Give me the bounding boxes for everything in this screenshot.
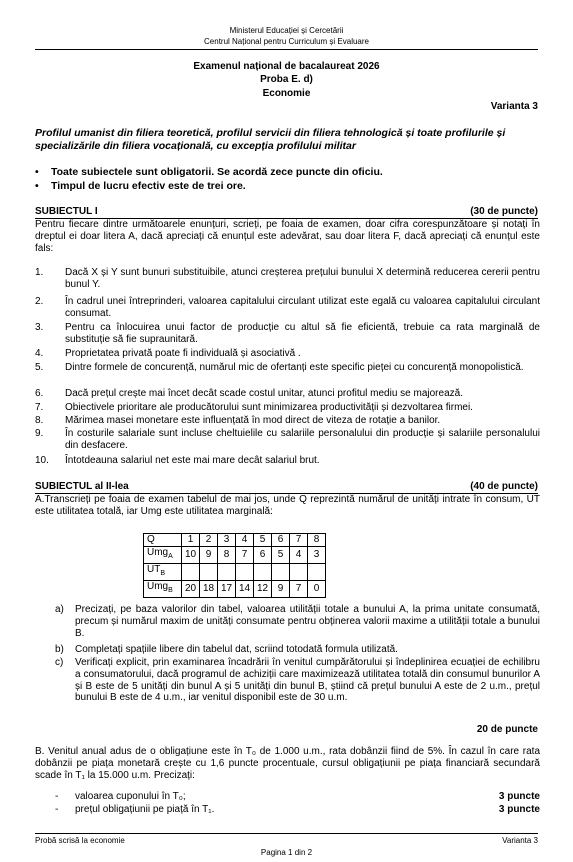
task-text: Completați spațiile libere din tabelul dat, scriind totodată formula utilizată. [75,644,398,655]
table-cell: 1 [182,534,200,547]
item-text: Dintre formele de concurență, numărul mic de ofertanți este specific pieței cu concurență monopolistică. [65,362,524,373]
table-cell: 5 [272,547,290,564]
table-cell [182,564,200,581]
item-text: Întotdeauna salariul net este mai mare decât salariul brut. [65,455,320,466]
item-text: Mărimea masei monetare este influențată în mod direct de viteza de rotație a banilor. [65,415,441,426]
table-cell: 9 [200,547,218,564]
table-cell: 10 [182,547,200,564]
instruction-bullet [35,180,540,193]
task-letter: c) [55,657,64,668]
utility-table [143,533,326,598]
instruction-text: Toate subiectele sunt obligatorii. Se acordă zece puncte din oficiu. [51,166,383,178]
bullet-icon: • [35,166,39,178]
dash-marker: - [55,791,59,802]
exam-proba: Proba E. d) [260,74,313,85]
task-letter: b) [55,644,64,655]
table-cell [308,564,326,581]
row-label: Umg$_B$ [144,581,182,598]
table-cell: 4 [290,547,308,564]
table-cell: 7 [236,547,254,564]
table-cell: 17 [218,581,236,598]
subject2-title: SUBIECTUL al II-lea [35,481,129,492]
table-cell: 14 [236,581,254,598]
exam-title: Examenul național de bacalaureat 2026 [193,61,380,72]
item-text: Dacă prețul crește mai încet decât scade costul unitar, atunci profitul mediu se majorează. [65,388,463,399]
task-b-text: prețul obligațiunii pe piață în T₁. [75,804,215,815]
item-text: În costurile salariale sunt incluse cheltuielile cu salariile personalului din producție și salariile personalului din desfacere. [65,428,540,451]
row-label: Umg$_A$ [144,547,182,564]
profile-statement: Profilul umanist din filiera teoretică, profilul servicii din filiera tehnologică și toate profilurile și specializările din filiera vocațională, cu excepția profilului militar [35,127,506,152]
table-cell: 12 [254,581,272,598]
table-cell [218,564,236,581]
table-cell: 8 [218,547,236,564]
table-cell: 9 [272,581,290,598]
dash-marker: - [55,804,59,815]
table-cell: 8 [308,534,326,547]
item-text: Obiectivele prioritare ale producătorului sunt minimizarea productivității și dezvoltarea firmei. [65,402,473,413]
table-cell: 5 [254,534,272,547]
subject2-intro-b: B. Venitul anual adus de o obligațiune este în T₀ de 1.000 u.m., rata dobânzii fiind de 5%. În cazul în care rata dobânzii pe piața monetară crește cu 1,6 puncte procentuale, cursul obligațiunii pe piața financiară secundară scade în T₁ la 15.000 u.m. Precizați: [35,746,540,781]
table-cell [236,564,254,581]
subject2-heading [35,481,538,494]
item-text: În cadrul unei întreprinderi, valoarea capitalului circulant utilizat este egală cu valoarea capitalului circulant consumat. [65,296,540,319]
subject2-intro-a: A.Transcrieți pe foaia de examen tabelul de mai jos, unde Q reprezintă numărul de unități intrate în consum, UT este utilitatea totală, iar Umg este utilitatea marginală: [35,494,540,517]
points-a: 20 de puncte [476,724,538,735]
item-text: Proprietatea privată poate fi individuală și asociativă . [65,348,301,359]
task-b-text: valoarea cuponului în T₀; [75,791,186,802]
table-cell [200,564,218,581]
table-cell: 4 [236,534,254,547]
task-b-points: 3 puncte [498,791,540,802]
item-number: 3. [35,322,44,333]
item-number: 10. [35,455,49,466]
subject1-points: (30 de puncte) [470,206,538,217]
table-row [144,564,326,581]
table-cell: 6 [272,534,290,547]
item-text: Pentru ca înlocuirea unui factor de producție cu altul să fie eficientă, trebuie ca rata marginală de substituție să fie supraunitară. [65,322,540,345]
task-b-points: 3 puncte [498,804,540,815]
table-cell [290,564,308,581]
task-text: Precizați, pe baza valorilor din tabel, valoarea utilității totale a bunului A, la prima unitate consumată, precum și numărul maxim de unități consumate pentru obținerea valorii maxime a utilității totale a bunului B. [75,604,540,639]
exam-subject: Economie [262,88,311,99]
table-cell: 18 [200,581,218,598]
bullet-icon: • [35,180,39,192]
instruction-bullet [35,166,540,179]
page-number: Pagina 1 din 2 [260,848,313,857]
variant-label: Varianta 3 [490,101,538,112]
table-cell: 7 [290,534,308,547]
table-cell: 3 [218,534,236,547]
header-divider [35,49,538,50]
table-row [144,534,326,547]
table-cell: 3 [308,547,326,564]
ministry-name: Ministerul Educației și Cercetării [229,26,344,35]
instruction-text: Timpul de lucru efectiv este de trei ore. [51,180,246,192]
item-number: 4. [35,348,44,359]
subject1-heading [35,206,538,219]
center-name: Centrul Național pentru Curriculum și Evaluare [204,37,369,46]
table-row [144,547,326,564]
item-number: 7. [35,402,44,413]
footer-left: Probă scrisă la economie [35,836,125,845]
table-cell [254,564,272,581]
item-number: 5. [35,362,44,373]
footer-right: Varianta 3 [502,836,538,845]
item-number: 2. [35,296,44,307]
subject2-points: (40 de puncte) [470,481,538,492]
item-text: Dacă X și Y sunt bunuri substituibile, atunci creșterea prețului bunului X determină reducerea cererii pentru bunul Y. [65,267,540,290]
task-text: Verificați explicit, prin examinarea încadrării în venitul cumpărătorului și îndeplinirea ecuației de echilibru a consumatorului, dacă programul de achiziții care maximizează utilitatea totală din consumul bunurilor A și B este de 5 unități din bunul A și 5 unități din bunul B, știind că prețul bunului A este de 2 u.m., prețul bunului B este de 4 u.m., iar venitul disponibil este de 30 u.m. [75,657,540,704]
table-cell: 7 [290,581,308,598]
table-cell: 6 [254,547,272,564]
subject1-title: SUBIECTUL I [35,206,98,217]
task-letter: a) [55,604,64,615]
table-cell [272,564,290,581]
item-number: 6. [35,388,44,399]
row-label: Q [144,534,182,547]
item-number: 9. [35,428,44,439]
table-cell: 0 [308,581,326,598]
item-number: 1. [35,267,44,278]
table-row [144,581,326,598]
subject1-intro: Pentru fiecare dintre următoarele enunțuri, scrieți, pe foaia de examen, doar cifra corespunzătoare și notați în dreptul ei doar litera A, dacă apreciați că enunțul este adevărat, sau doar litera F, dacă apreciați că enunțul este fals: [35,219,540,254]
row-label: $UT_B$ [144,564,182,581]
item-number: 8. [35,415,44,426]
table-cell: 2 [200,534,218,547]
footer-divider [35,833,538,834]
table-cell: 20 [182,581,200,598]
